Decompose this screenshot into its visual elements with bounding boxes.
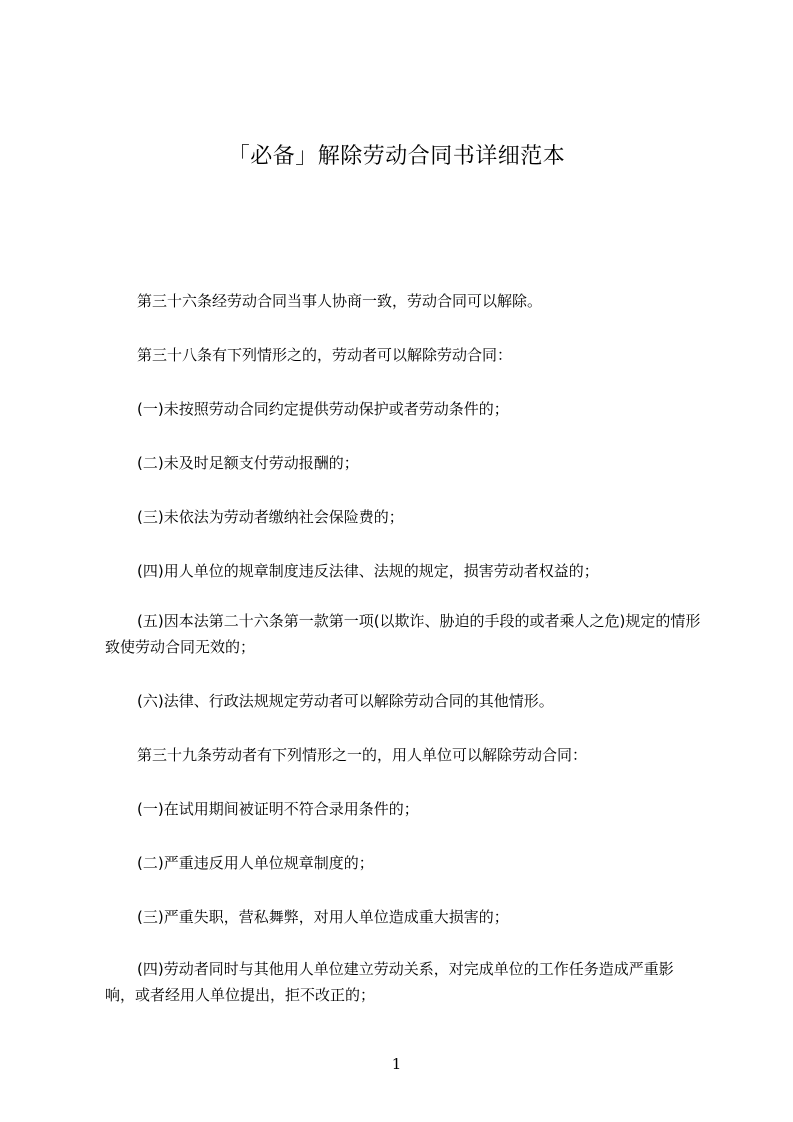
paragraph-article-38-item-6: (六)法律、行政法规规定劳动者可以解除劳动合同的其他情形。	[137, 692, 554, 710]
document-title: 「必备」解除劳动合同书详细范本	[227, 144, 566, 169]
paragraph-article-39: 第三十九条劳动者有下列情形之一的，用人单位可以解除劳动合同：	[137, 746, 588, 764]
paragraph-article-38: 第三十八条有下列情形之的，劳动者可以解除劳动合同：	[137, 346, 513, 364]
paragraph-article-38-item-1: (一)未按照劳动合同约定提供劳动保护或者劳动条件的；	[137, 400, 509, 418]
page-number: 1	[391, 1055, 402, 1073]
paragraph-article-38-item-4: (四)用人单位的规章制度违反法律、法规的规定，损害劳动者权益的；	[137, 562, 599, 580]
paragraph-article-38-item-3: (三)未依法为劳动者缴纳社会保险费的；	[137, 508, 404, 526]
paragraph-article-39-item-4: (四)劳动者同时与其他用人单位建立劳动关系，对完成单位的工作任务造成严重影响，或者经用人单位提出，拒不改正的；	[105, 960, 674, 1004]
paragraph-article-36: 第三十六条经劳动合同当事人协商一致，劳动合同可以解除。	[137, 292, 543, 310]
paragraph-article-39-item-1: (一)在试用期间被证明不符合录用条件的；	[137, 800, 419, 818]
paragraph-article-38-item-5: (五)因本法第二十六条第一款第一项(以欺诈、胁迫的手段的或者乘人之危)规定的情形致使劳动合同无效的；	[105, 612, 701, 656]
paragraph-article-38-item-2: (二)未及时足额支付劳动报酬的；	[137, 454, 359, 472]
paragraph-article-39-item-3: (三)严重失职，营私舞弊，对用人单位造成重大损害的；	[137, 908, 509, 926]
paragraph-article-39-item-2: (二)严重违反用人单位规章制度的；	[137, 854, 374, 872]
